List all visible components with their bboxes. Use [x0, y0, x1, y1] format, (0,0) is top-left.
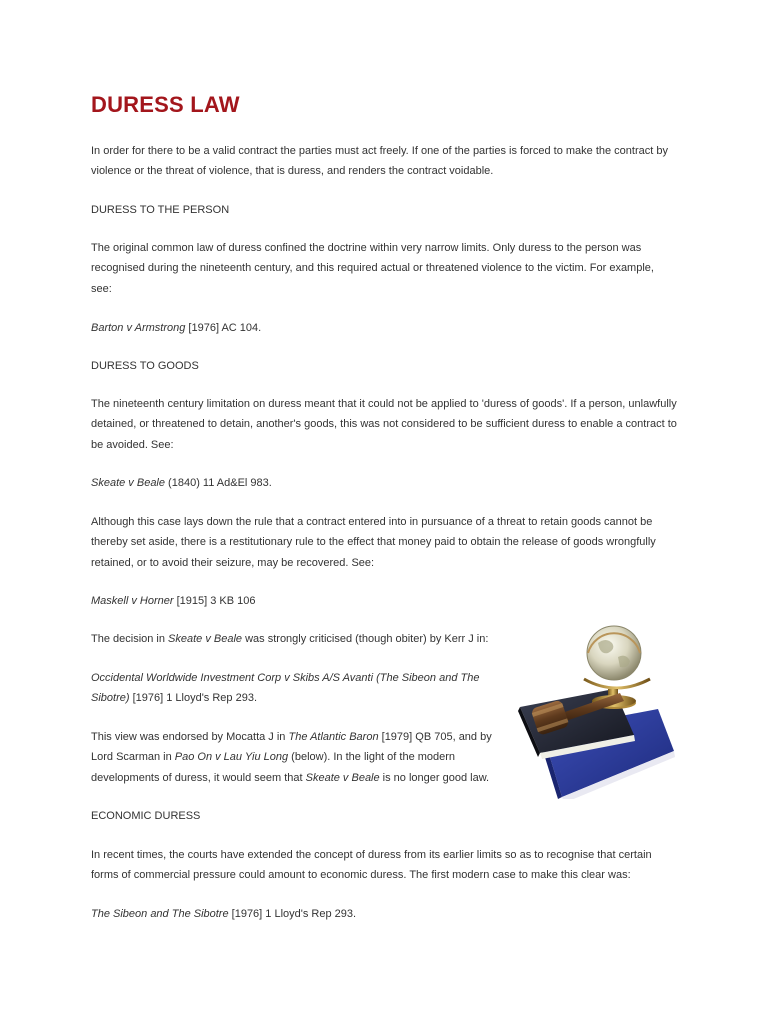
case-citation-skeate	[91, 473, 677, 493]
case-citation-sibeon	[91, 904, 677, 924]
paragraph-duress-goods: The nineteenth century limitation on duress meant that it could not be applied to 'duress of goods'. If a person, unlawfully detained, or threatened to detain, another's goods, this was not considered to be sufficient duress to enable a contract to be avoided. See:	[91, 398, 677, 451]
case-name: Maskell v Horner	[91, 595, 174, 607]
paragraph-restitution: Although this case lays down the rule that a contract entered into in pursuance of a threat to retain goods cannot be thereby set aside, there is a restitutionary rule to the effect that money paid to obtain the release of goods wrongfully retained, or to avoid their seizure, may be recovered. See:	[91, 516, 656, 569]
heading-duress-goods: DURESS TO GOODS	[91, 360, 199, 372]
paragraph-endorsed: This view was endorsed by Mocatta J in The Atlantic Baron [1979] QB 705, and by Lord Scarman in Pao On v Lau Yiu Long (below). In the light of the modern developments of duress, it would seem that Skeate v Beale is no longer good law.	[91, 731, 492, 784]
gavel-globe-books-icon	[518, 623, 680, 799]
case-name: Skeate v Beale	[305, 771, 380, 784]
case-name: Skeate v Beale	[168, 633, 243, 645]
intro-paragraph: In order for there to be a valid contract the parties must act freely. If one of the parties is forced to make the contract by violence or the threat of violence, that is duress, and renders the contract voidable.	[91, 145, 668, 178]
paragraph-decision: The decision in Skeate v Beale was strongly criticised (though obiter) by Kerr J in:	[91, 633, 489, 645]
paragraph-economic-duress: In recent times, the courts have extended the concept of duress from its earlier limits so as to recognise that certain forms of commercial pressure could amount to economic duress. The first modern case to make this clear was:	[91, 849, 652, 882]
case-name: Barton v Armstrong	[91, 322, 186, 334]
paragraph-duress-person: The original common law of duress confined the doctrine within very narrow limits. Only duress to the person was recognised during the nineteenth century, and this required actual or threatened violence to the victim. For example, see:	[91, 242, 654, 295]
case-name: The Atlantic Baron	[288, 731, 379, 743]
case-name: The Sibeon and The Sibotre	[91, 908, 229, 920]
case-name: Skeate v Beale	[91, 477, 165, 489]
page-title: DURESS LAW	[91, 92, 240, 117]
case-cite: (1840) 11 Ad&El 983.	[165, 477, 272, 489]
heading-duress-person: DURESS TO THE PERSON	[91, 204, 230, 216]
case-citation-maskell	[91, 591, 677, 611]
case-citation-occidental	[91, 668, 501, 709]
heading-economic-duress: ECONOMIC DURESS	[91, 810, 201, 822]
case-cite: [1976] 1 Lloyd's Rep 293.	[228, 908, 357, 920]
case-cite: [1976] 1 Lloyd's Rep 293.	[129, 692, 257, 705]
case-citation-barton	[91, 318, 677, 338]
case-cite: [1915] 3 KB 106	[173, 595, 256, 607]
case-name: Occidental Worldwide Investment Corp v Skibs A/S Avanti (The Sibeon and The Sibotre)	[91, 672, 480, 705]
case-cite: [1976] AC 104.	[185, 322, 262, 334]
case-name: Pao On v Lau Yiu Long	[174, 751, 289, 764]
